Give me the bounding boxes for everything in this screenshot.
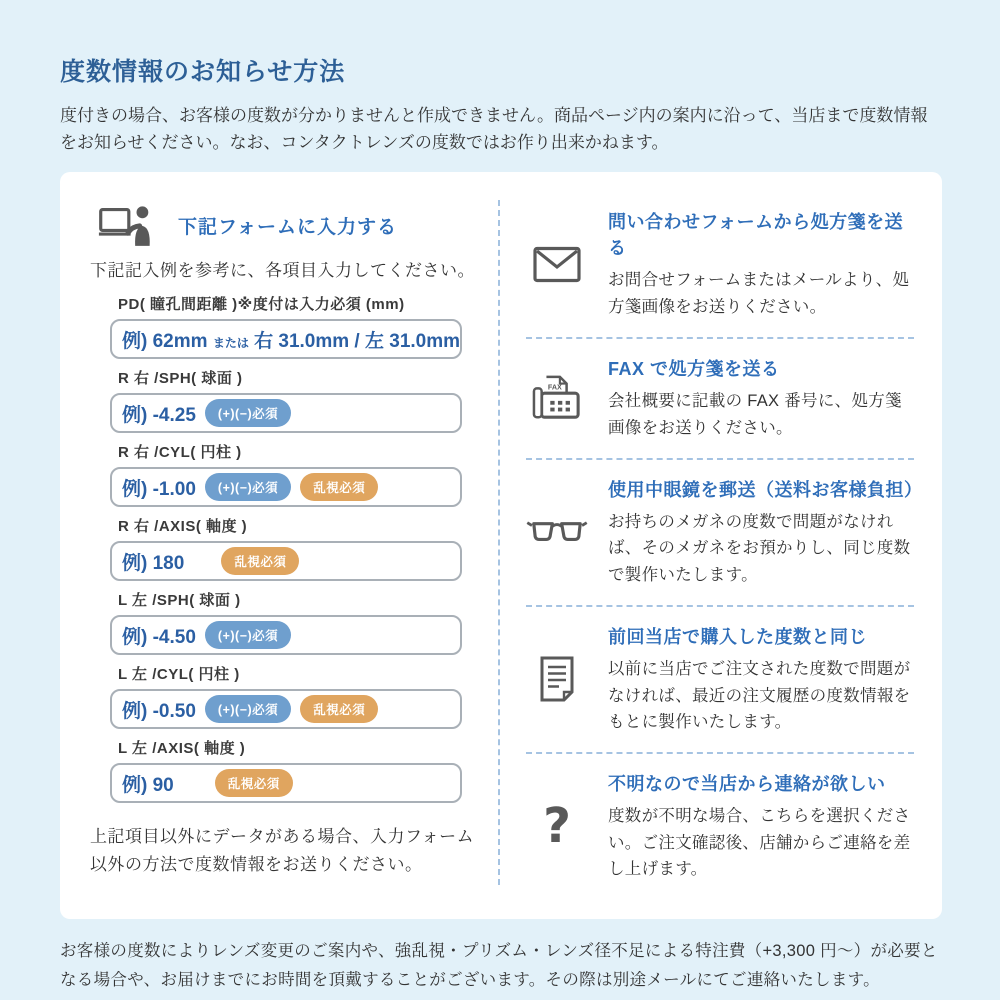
example-input-r-cyl: [110, 467, 462, 507]
field-label: PD( 瞳孔間距離 )※度付は入力必須 (mm): [118, 296, 405, 314]
form-note: 上記項目以外にデータがある場合、入力フォーム以外の方法で度数情報をお送りください。: [90, 827, 475, 874]
example-input-l-cyl: [110, 689, 462, 729]
method-item-contact-form: [526, 192, 914, 337]
envelope-icon: [526, 246, 588, 283]
form-field-r-axis: [110, 515, 462, 581]
form-field-pd: [110, 293, 462, 359]
intro-text: 度付きの場合、お客様の度数が分かりませんと作成できません。商品ページ内の案内に沿って、当店まで度数情報をお知らせください。なお、コンタクトレンズの度数ではお作り出来かねます。: [60, 106, 928, 153]
example-input-r-axis: [110, 541, 462, 581]
field-value: 例) 180: [122, 552, 185, 574]
form-field-r-cyl: [110, 441, 462, 507]
method-item-mail-glasses: [526, 460, 923, 605]
form-column-header: [98, 204, 480, 246]
field-value: 例) 90: [122, 774, 174, 796]
field-value: 例) -0.50: [122, 700, 196, 722]
field-value: 例) -4.50: [122, 626, 196, 648]
field-value: 例) -1.00: [122, 478, 196, 500]
field-value: 例) 62mm: [122, 330, 208, 352]
question-icon: ?: [543, 798, 571, 855]
document-icon: [526, 655, 588, 703]
method-item-fax: [526, 339, 914, 458]
method-text: 以前に当店でご注文された度数で問題がなければ、最近の注文履歴の度数情報をもとに製作いたします。: [608, 660, 911, 731]
method-heading: FAX で処方箋を送る: [608, 359, 780, 380]
field-connector: または: [212, 335, 249, 350]
field-label: L 左 /SPH( 球面 ): [118, 592, 241, 610]
form-field-l-sph: [110, 589, 462, 655]
plus-minus-required-badge: (+)(−)必須: [205, 473, 291, 501]
page-title: 度数情報のお知らせ方法: [60, 58, 346, 86]
plus-minus-required-badge: (+)(−)必須: [205, 695, 291, 723]
field-label: L 左 /CYL( 円柱 ): [118, 666, 240, 684]
form-field-l-axis: [110, 737, 462, 803]
plus-minus-required-badge: (+)(−)必須: [205, 621, 291, 649]
form-field-r-sph: [110, 367, 462, 433]
form-field-l-cyl: [110, 663, 462, 729]
method-heading: 不明なので当店から連絡が欲しい: [608, 774, 886, 795]
fax-icon-label: FAX: [547, 382, 562, 392]
info-card: [60, 172, 942, 919]
field-value-2: 右 31.0mm / 左 31.0mm: [254, 330, 461, 352]
method-heading: 前回当店で購入した度数と同じ: [608, 627, 867, 648]
method-text: お問合せフォームまたはメールより、処方箋画像をお送りください。: [608, 271, 910, 316]
form-entry-icon: [98, 204, 156, 246]
field-label: L 左 /AXIS( 軸度 ): [118, 740, 246, 758]
form-instruction: 下記記入例を参考に、各項目入力してください。: [90, 261, 475, 281]
method-heading: 使用中眼鏡を郵送（送料お客様負担）: [608, 479, 923, 500]
form-fields: [110, 293, 462, 803]
fax-icon: [526, 374, 588, 422]
example-input-pd: [110, 319, 462, 359]
astigmatism-required-badge: 乱視必須: [215, 769, 293, 797]
astigmatism-required-badge: 乱視必須: [300, 473, 378, 501]
method-item-previous-order: [526, 607, 914, 752]
method-heading: 問い合わせフォームから処方箋を送る: [608, 212, 904, 259]
glasses-icon: [526, 519, 588, 545]
example-input-l-sph: [110, 615, 462, 655]
example-input-l-axis: [110, 763, 462, 803]
form-column: [60, 190, 498, 899]
plus-minus-required-badge: (+)(−)必須: [205, 399, 291, 427]
astigmatism-required-badge: 乱視必須: [221, 547, 299, 575]
field-value: 例) -4.25: [122, 404, 196, 426]
field-label: R 右 /AXIS( 軸度 ): [118, 518, 248, 536]
method-item-unknown: [526, 754, 914, 899]
example-input-r-sph: [110, 393, 462, 433]
methods-column: [500, 190, 942, 899]
method-text: 会社概要に記載の FAX 番号に、処方箋画像をお送りください。: [608, 392, 902, 437]
field-label: R 右 /SPH( 球面 ): [118, 370, 243, 388]
astigmatism-required-badge: 乱視必須: [300, 695, 378, 723]
footer-note: お客様の度数によりレンズ変更のご案内や、強乱視・プリズム・レンズ径不足による特注費（+3,300 円〜）が必要となる場合や、お届けまでにお時間を頂戴することがございます。その際は別途メールにてご連絡いたします。: [60, 942, 938, 989]
method-text: お持ちのメガネの度数で問題がなければ、そのメガネをお預かりし、同じ度数で製作いたします。: [608, 512, 911, 584]
form-heading: 下記フォームに入力する: [178, 216, 398, 238]
method-text: 度数が不明な場合、こちらを選択ください。ご注文確認後、店舗からご連絡を差し上げます。: [608, 807, 911, 879]
field-label: R 右 /CYL( 円柱 ): [118, 444, 242, 462]
